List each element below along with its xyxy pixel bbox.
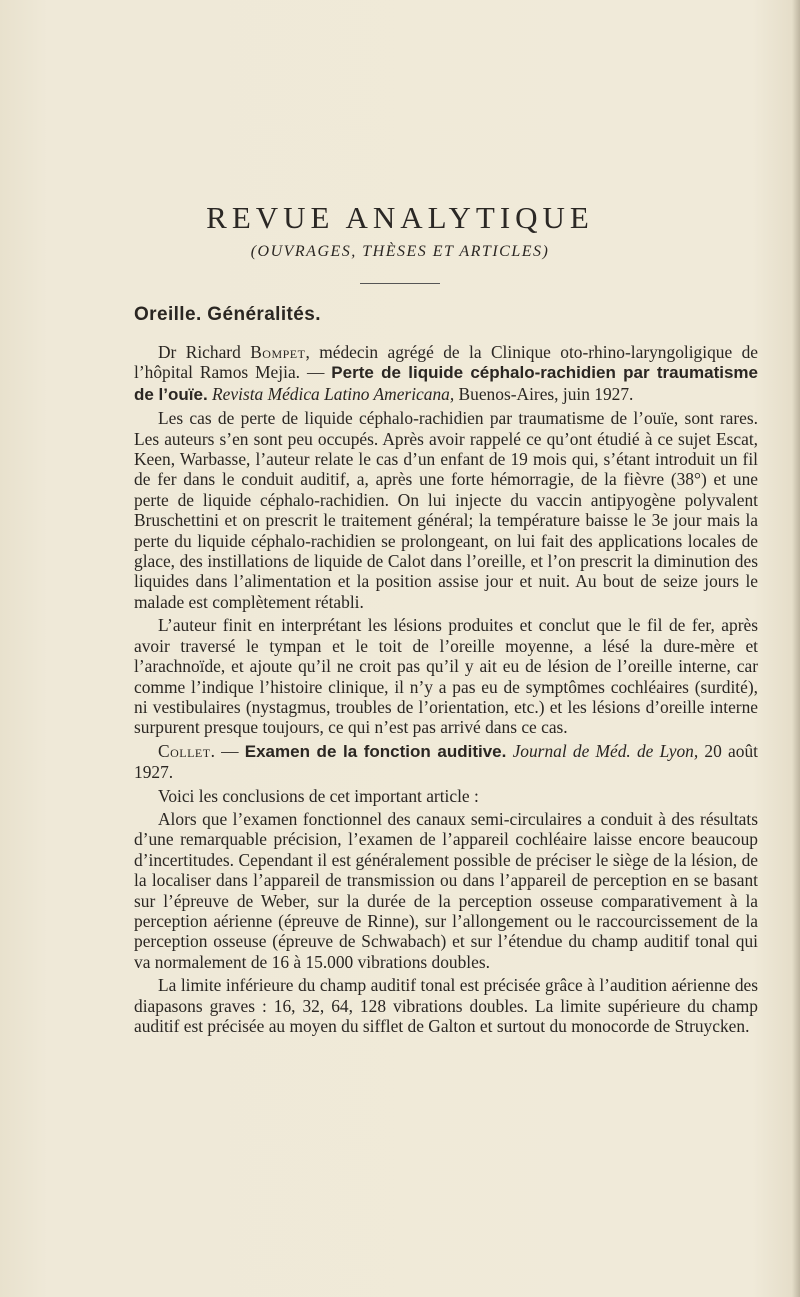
section-heading: Oreille. Généralités. xyxy=(134,304,321,325)
article1-journal: Revista Médica Latino Americana, xyxy=(212,383,455,404)
article2-journal: Journal de Méd. de Lyon, xyxy=(512,740,699,761)
article2-paragraph: Voici les conclusions de cet important article : xyxy=(158,785,479,806)
article1-paragraph: L’auteur finit en interprétant les lésions produites et conclut que le fil de fer, après avoir traversé le tympan et le toit de l’oreille moyenne, a lésé la dure-mère et l’arachnoïde, et ajoute qu’il ne croit pas qu’il y ait eu de lésion de l’oreille interne, car comme l’indique l’histoire clinique, il n’y a pas eu de symptômes cochléaires (surdité), ni vestibulaires (nystagmus, troubles de l’orientation, etc.) et les lésions d’oreille interne surpurent presque toujours, ce qui n’est pas arrivé dans ce cas. xyxy=(134,615,758,738)
article2-author: Collet xyxy=(158,740,211,761)
article1-date: Buenos-Aires, juin 1927. xyxy=(458,383,634,404)
title-rule xyxy=(360,283,440,284)
article1-affiliation: , médecin agrégé de la Clinique oto-rhino-laryngoligique de l’hôpital Ramos Mejia. — xyxy=(134,342,758,383)
article2-citation xyxy=(134,741,758,783)
article2-date: 20 août 1927. xyxy=(134,740,758,783)
article1-prefix: Dr Richard xyxy=(158,342,241,362)
article1-title: Perte de liquide céphalo-rachidien par traumatisme de l’ouïe. xyxy=(134,363,758,404)
page-edge-shadow xyxy=(792,0,800,1297)
article2-title: Examen de la fonction auditive. xyxy=(244,741,507,761)
article2-dash: . — xyxy=(210,740,239,761)
article1-citation xyxy=(134,342,758,405)
article2-paragraph: Alors que l’examen fonctionnel des canaux semi-circulaires a conduit à des résultats d’une remarquable précision, l’examen de l’appareil cochléaire laisse encore beaucoup d’incertitudes. Cependant il est généralement possible de préciser le siège de la lésion, de la localiser dans l’appareil de transmission ou dans l’appareil de perception en se basant sur l’épreuve de Weber, sur la durée de la perception osseuse comparativement à la perception aérienne (épreuve de Rinne), sur l’allongement ou le raccourcissement de la perception osseuse (épreuve de Schwabach) et sur l’étendue du champ auditif tonal qui va normalement de 16 à 15.000 vibrations doubles. xyxy=(134,808,758,972)
article1-author: Bompet xyxy=(250,342,306,362)
article2-paragraph: La limite inférieure du champ auditif tonal est précisée grâce à l’audition aérienne des diapasons graves : 16, 32, 64, 128 vibrations doubles. La limite supérieure du champ auditif est précisée au moyen du sifflet de Galton et surtout du monocorde de Struycken. xyxy=(134,975,758,1036)
article-body xyxy=(134,342,758,1039)
page-subtitle: (OUVRAGES, THÈSES ET ARTICLES) xyxy=(250,243,550,260)
page-title: REVUE ANALYTIQUE xyxy=(206,200,594,235)
article1-paragraph: Les cas de perte de liquide céphalo-rachidien par traumatisme de l’ouïe, sont rares. Les auteurs s’en sont peu occupés. Après avoir rappelé ce qu’ont étudié à ce sujet Escat, Keen, Warbasse, l’auteur relate le cas d’un enfant de 19 mois qui, s’étant introduit un fil de fer dans le conduit auditif, a, après une forte hémorragie, de la fièvre (38°) et une perte de liquide céphalo-rachidien. On lui injecte du vaccin antipyogène polyvalent Bruschettini et on prescrit le traitement général; la température baisse le 3e jour mais la perte du liquide céphalo-rachidien se prolongeant, on lui fait des applications locales de glace, des instillations de liquide de Calot dans l’oreille, et l’on prescrit la diminution des liquides dans l’alimentation et la position assise jour et nuit. Au bout de seize jours le malade est complètement rétabli. xyxy=(134,408,758,612)
